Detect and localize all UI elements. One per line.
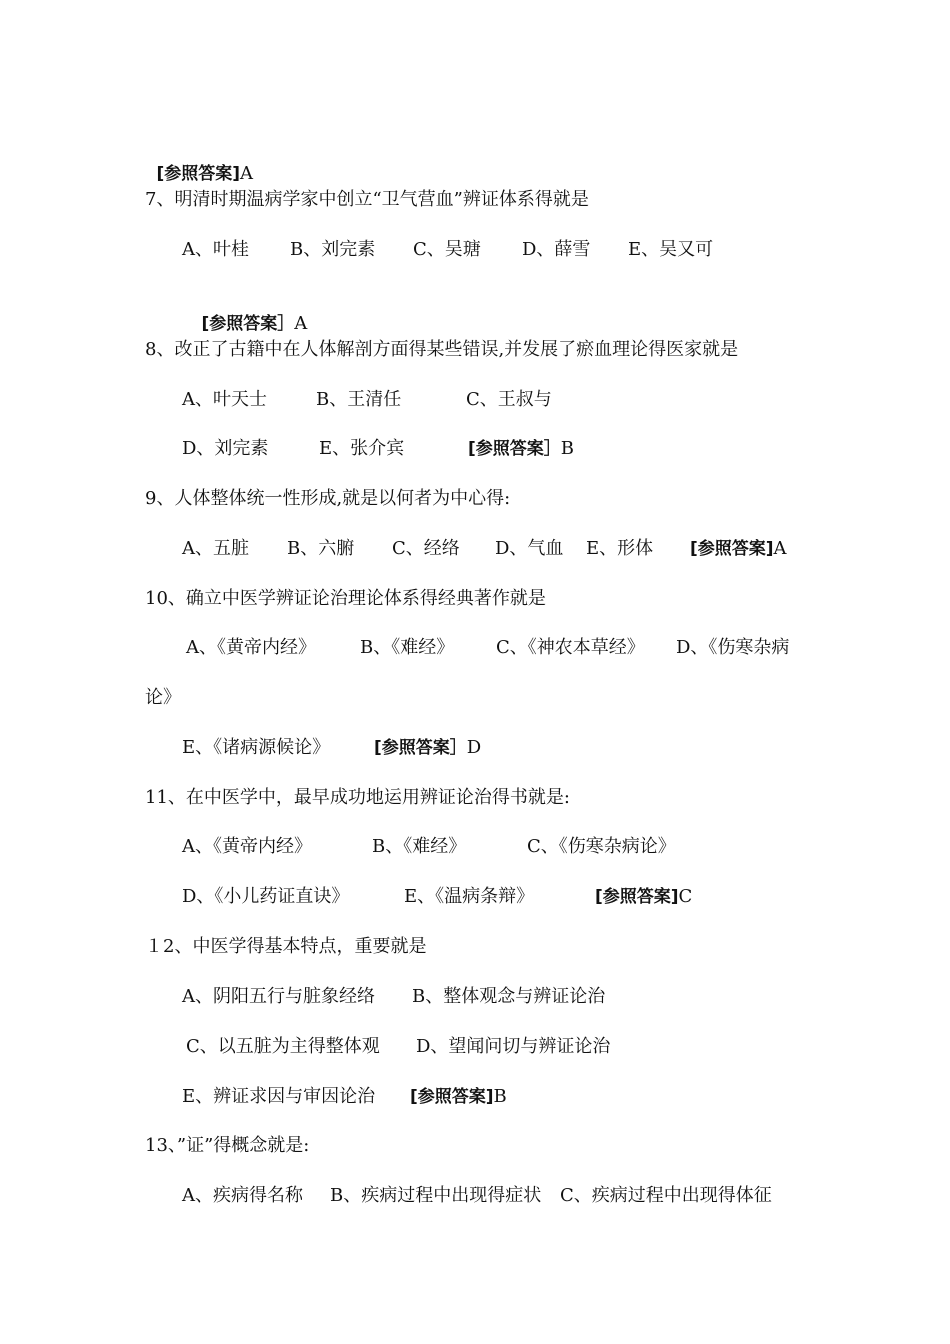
- answer-value: B: [560, 438, 575, 459]
- option-c: C、吴瑭: [413, 239, 481, 260]
- option-d: D、刘完素: [182, 438, 269, 459]
- answer-line-q7: [190, 288, 307, 336]
- answer-value: A: [773, 538, 787, 559]
- question-10: 10、确立中医学辨证论治理论体系得经典著作就是: [145, 588, 546, 609]
- option-b: B、王清任: [316, 389, 402, 410]
- answer-line-q8: [468, 437, 574, 461]
- answer-line-q10: [374, 736, 481, 760]
- answer-label: [参照答案]: [156, 164, 240, 184]
- answer-label: [参照答案］: [374, 738, 467, 758]
- option-c: C、疾病过程中出现得体征: [560, 1185, 772, 1206]
- option-c: C、《神农本草经》: [496, 637, 645, 658]
- answer-label: [参照答案]: [410, 1087, 494, 1107]
- option-d: D、气血: [495, 538, 564, 559]
- option-b: B、六腑: [287, 538, 355, 559]
- answer-value: C: [678, 886, 693, 907]
- option-b: B、《难经》: [360, 637, 455, 658]
- option-a: A、阴阳五行与脏象经络: [182, 986, 375, 1007]
- option-d: D、《小儿药证直诀》: [182, 886, 350, 907]
- options-q10-row1: [186, 636, 846, 660]
- options-q11-row2: [182, 885, 882, 909]
- option-c: C、《伤寒杂病论》: [527, 836, 676, 857]
- question-8: 8、改正了古籍中在人体解剖方面得某些错误,并发展了瘀血理论得医家就是: [145, 339, 739, 360]
- option-e: E、辨证求因与审因论治: [182, 1086, 376, 1107]
- option-a: A、叶桂: [182, 239, 249, 260]
- option-d: D、薛雪: [522, 239, 591, 260]
- options-q12-row3: [182, 1085, 882, 1109]
- answer-label: [参照答案］: [468, 439, 561, 459]
- question-7: 7、明清时期温病学家中创立“卫气营血”辨证体系得就是: [145, 189, 589, 210]
- option-a: A、《黄帝内经》: [186, 637, 316, 658]
- option-e: E、张介宾: [319, 438, 405, 459]
- option-c: C、经络: [392, 538, 460, 559]
- question-12: １2、中医学得基本特点，重要就是: [145, 936, 427, 957]
- answer-label: [参照答案］: [201, 314, 295, 334]
- answer-label: [参照答案]: [690, 539, 774, 559]
- answer-value: A: [240, 163, 253, 184]
- option-a: A、叶天士: [182, 389, 267, 410]
- option-b: B、疾病过程中出现得症状: [330, 1185, 542, 1206]
- options-q9: [182, 537, 882, 561]
- options-q12-row1: [182, 985, 882, 1009]
- option-b: B、整体观念与辨证论治: [412, 986, 606, 1007]
- answer-value: B: [493, 1086, 507, 1107]
- answer-label: [参照答案]: [595, 887, 679, 907]
- option-d-continued: 论》: [145, 687, 181, 708]
- option-a: A、疾病得名称: [182, 1185, 303, 1206]
- answer-value: A: [294, 313, 308, 334]
- options-q11-row1: [182, 835, 882, 859]
- option-e: E、吴又可: [628, 239, 714, 260]
- options-q12-row2: [186, 1035, 886, 1059]
- question-11: 11、在中医学中，最早成功地运用辨证论治得书就是:: [145, 787, 570, 808]
- option-b: B、《难经》: [372, 836, 467, 857]
- option-e: E、《温病条辩》: [404, 886, 535, 907]
- option-c: C、以五脏为主得整体观: [186, 1036, 380, 1057]
- answer-value: D: [466, 737, 482, 758]
- option-e: E、形体: [586, 538, 654, 559]
- answer-line-q9: [690, 537, 787, 561]
- option-c: C、王叔与: [466, 389, 552, 410]
- options-q8-row1: [182, 388, 882, 412]
- option-d: D、《伤寒杂病: [676, 637, 790, 658]
- answer-line-q6: [145, 138, 253, 186]
- options-q8-row2: [182, 437, 882, 461]
- option-e: E、《诸病源候论》: [182, 737, 331, 758]
- options-q13: [182, 1184, 882, 1208]
- options-q7: [182, 238, 882, 262]
- option-d: D、望闻问切与辨证论治: [416, 1036, 611, 1057]
- option-a: A、《黄帝内经》: [182, 836, 312, 857]
- answer-line-q11: [595, 885, 692, 909]
- question-13: 13、”证”得概念就是:: [145, 1135, 310, 1156]
- option-a: A、五脏: [182, 538, 249, 559]
- question-9: 9、人体整体统一性形成,就是以何者为中心得:: [145, 488, 511, 509]
- answer-line-q12: [410, 1085, 507, 1109]
- option-b: B、刘完素: [290, 239, 376, 260]
- options-q10-row2: [182, 736, 882, 760]
